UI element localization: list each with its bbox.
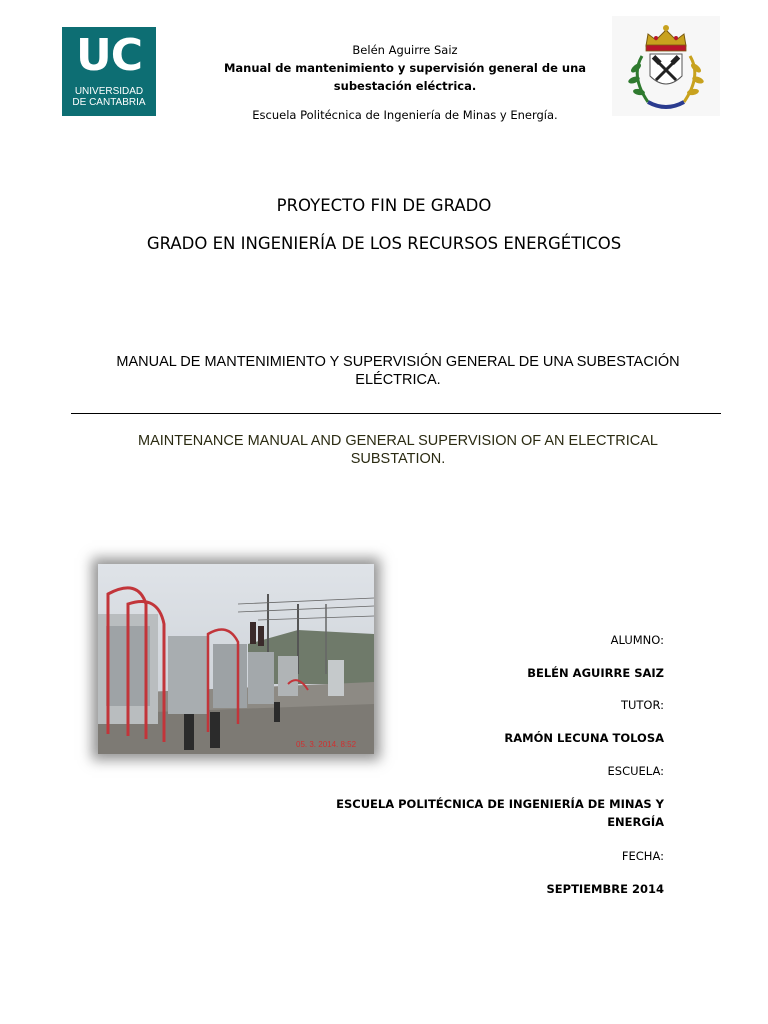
header-title-line-1: Manual de mantenimiento y supervisión general de una: [223, 61, 587, 75]
degree-name: GRADO EN INGENIERÍA DE LOS RECURSOS ENERGÉTICOS: [146, 234, 622, 253]
escuela-value-line-1: ESCUELA POLITÉCNICA DE INGENIERÍA DE MINAS Y: [336, 797, 664, 811]
header-title-line-2: subestación eléctrica.: [333, 79, 477, 93]
header-school: Escuela Politécnica de Ingeniería de Minas y Energía.: [252, 108, 558, 122]
tutor-label: TUTOR:: [620, 698, 664, 712]
tutor-value: RAMÓN LECUNA TOLOSA: [504, 731, 664, 745]
substation-image: [98, 564, 374, 754]
divider: [71, 413, 721, 414]
fecha-label: FECHA:: [621, 849, 664, 863]
logo-line-1: UNIVERSIDAD: [74, 86, 144, 97]
mining-crest-icon: [612, 16, 720, 116]
escuela-value-line-2: ENERGÍA: [607, 815, 664, 829]
title-english-line-1: MAINTENANCE MANUAL AND GENERAL SUPERVISION OF AN ELECTRICAL: [138, 433, 658, 449]
photo-timestamp: 05. 3. 2014. 8:52: [296, 740, 357, 749]
title-spanish-line-2: ELÉCTRICA.: [355, 372, 441, 388]
university-logo: [62, 27, 156, 116]
title-english: [110, 432, 686, 468]
escuela-value: [336, 795, 664, 831]
title-spanish: [110, 353, 686, 389]
title-spanish-line-1: MANUAL DE MANTENIMIENTO Y SUPERVISIÓN GENERAL DE UNA SUBESTACIÓN: [116, 354, 680, 370]
header-author: Belén Aguirre Saiz: [352, 43, 458, 57]
logo-line-2: DE CANTABRIA: [72, 97, 146, 108]
alumno-label: ALUMNO:: [610, 633, 664, 647]
header-title: [215, 59, 595, 95]
title-english-line-2: SUBSTATION.: [350, 451, 446, 467]
alumno-value: BELÉN AGUIRRE SAIZ: [527, 666, 664, 680]
project-type: PROYECTO FIN DE GRADO: [276, 196, 492, 215]
logo-letters: UC: [75, 30, 143, 81]
escuela-label: ESCUELA:: [607, 764, 664, 778]
fecha-value: SEPTIEMBRE 2014: [546, 882, 664, 896]
substation-photo: [98, 564, 374, 754]
